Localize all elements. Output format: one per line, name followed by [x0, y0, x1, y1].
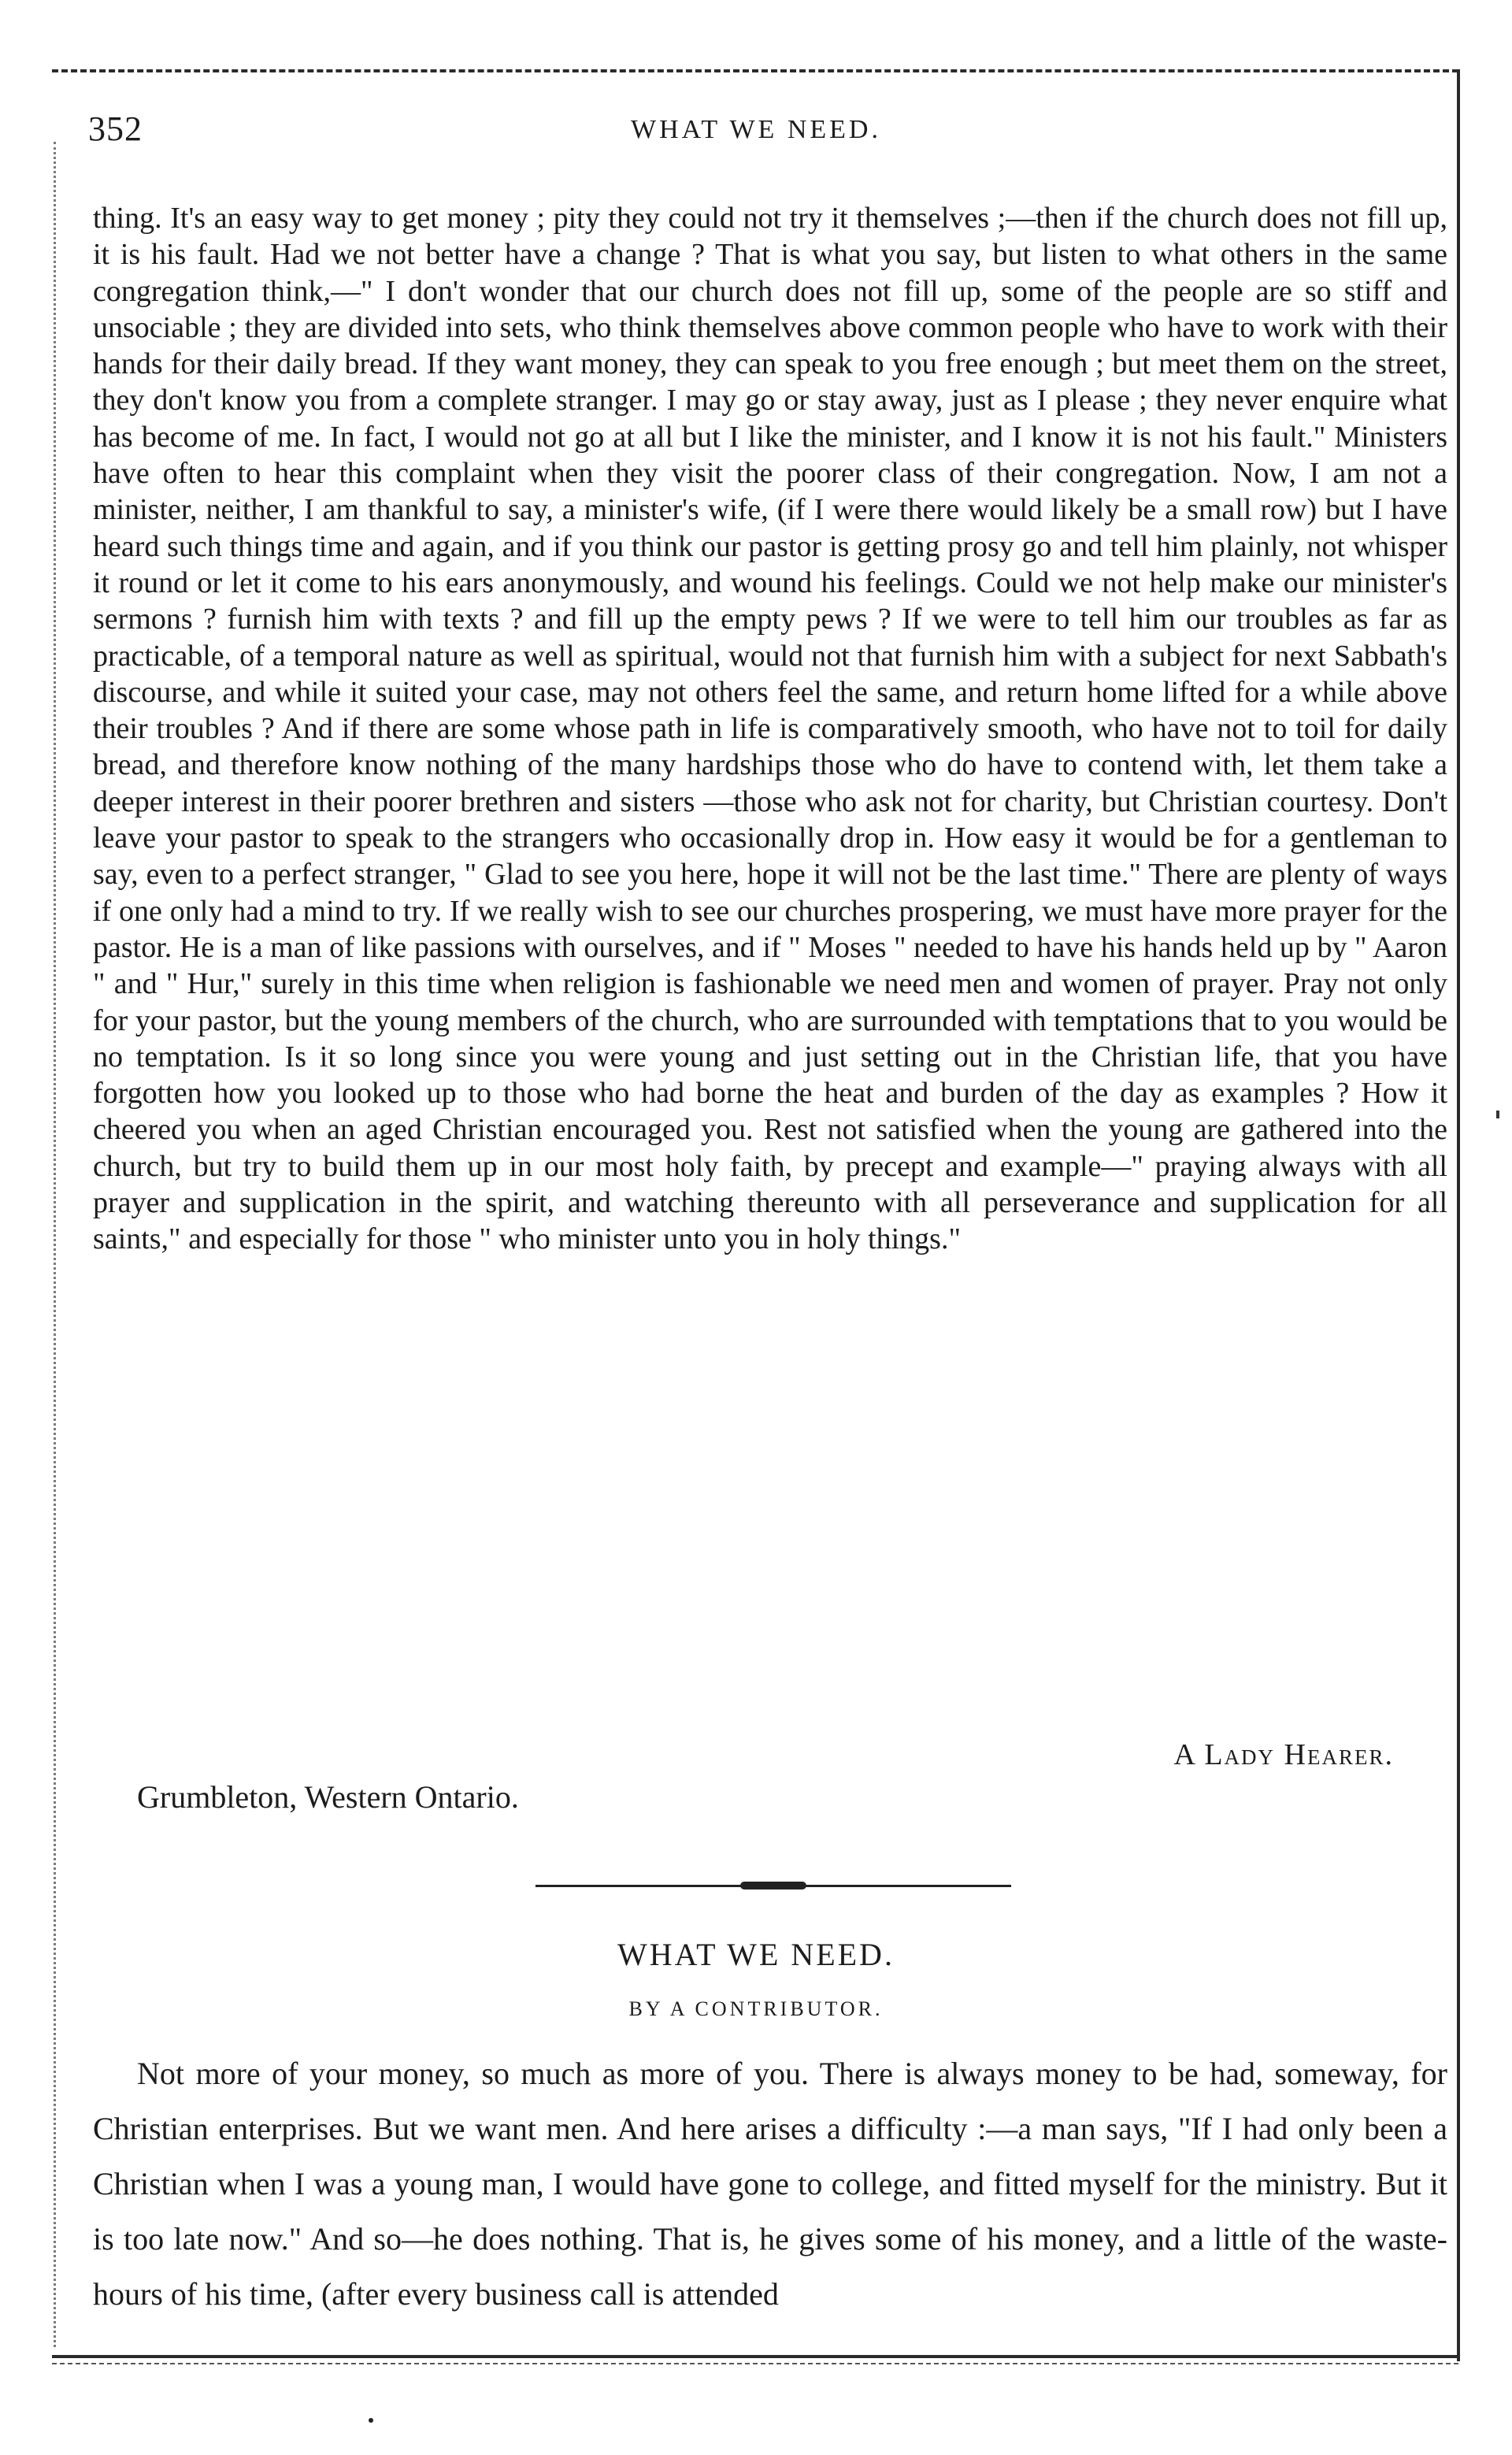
section-separator [536, 1881, 1011, 1890]
article-body [93, 2046, 1447, 2322]
article-paragraph: Not more of your money, so much as more of you. There is always money to be had, someway, for Christian enterprises. But we want men. And here arises a difficulty :—a man says, "If I had only been a Christian when I was a young man, I would have gone to college, and fitted myself for the ministry. But it is too late now." And so—he does nothing. That is, he gives some of his money, and a little of the waste-hours of his time, (after every business call is attended [93, 2056, 1447, 2312]
stray-dot [369, 2418, 373, 2423]
separator-ornament [740, 1882, 806, 1889]
letter-signature: A Lady Hearer. [1173, 1738, 1394, 1771]
bottom-rule [52, 2355, 1458, 2358]
page-number: 352 [88, 109, 143, 148]
article-title: WHAT WE NEED. [617, 1937, 895, 1972]
article-byline: BY A CONTRIBUTOR. [628, 1997, 884, 2020]
letter-place: Grumbleton, Western Ontario. [137, 1779, 519, 1815]
bottom-rule-secondary [52, 2363, 1458, 2364]
running-head: WHAT WE NEED. [631, 115, 881, 144]
margin-mark [1496, 1111, 1499, 1118]
letter-paragraph: thing. It's an easy way to get money ; pity they could not try it themselves ;—then if the church does not fill up, it is his fault. Had we not better have a change ? That is what you say, but listen to what others in the same congregation think,—" I don't wonder that our church does not fill up, some of the people are so stiff and unsociable ; they are divided into sets, who think themselves above common people who have to work with their hands for their daily bread. If they want money, they can speak to you free enough ; but meet them on the street, they don't know you from a complete stranger. I may go or stay away, just as I please ; they never enquire what has become of me. In fact, I would not go at all but I like the minister, and I know it is not his fault." Ministers have often to hear this complaint when they visit the poorer class of their congregation. Now, I am not a minister, neither, I am thankful to say, a minister's wife, (if I were there would likely be a small row) but I have heard such things time and again, and if you think our pastor is getting prosy go and tell him plainly, not whisper it round or let it come to his ears anonymously, and wound his feelings. Could we not help make our minister's sermons ? furnish him with texts ? and fill up the empty pews ? If we were to tell him our troubles as far as practicable, of a temporal nature as well as spiritual, would not that furnish him with a subject for next Sabbath's discourse, and while it suited your case, may not others feel the same, and return home lifted for a while above their troubles ? And if there are some whose path in life is comparatively smooth, who have not to toil for daily bread, and therefore know nothing of the many hardships those who do have to contend with, let them take a deeper interest in their poorer brethren and sisters —those who ask not for charity, but Christian courtesy. Don't leave your pastor to speak to the strangers who occasionally drop in. How easy it would be for a gentleman to say, even to a perfect stranger, " Glad to see you here, hope it will not be the last time." There are plenty of ways if one only had a mind to try. If we really wish to see our churches prospering, we must have more prayer for the pastor. He is a man of like passions with ourselves, and if " Moses " needed to have his hands held up by " Aaron " and " Hur," surely in this time when religion is fashionable we need men and women of prayer. Pray not only for your pastor, but the young members of the church, who are surrounded with temptations that to you would be no temptation. Is it so long since you were young and just setting out in the Christian life, that you have forgotten how you looked up to those who had borne the heat and burden of the day as examples ? How it cheered you when an aged Christian encouraged you. Rest not satisfied when the young are gathered into the church, but try to build them up in our most holy faith, by precept and example—" praying always with all prayer and supplication in the spirit, and watching thereunto with all perseverance and supplication for all saints," and especially for those " who minister unto you in holy things." [93, 202, 1447, 1256]
letter-body [93, 200, 1447, 1258]
top-rule [52, 69, 1458, 72]
